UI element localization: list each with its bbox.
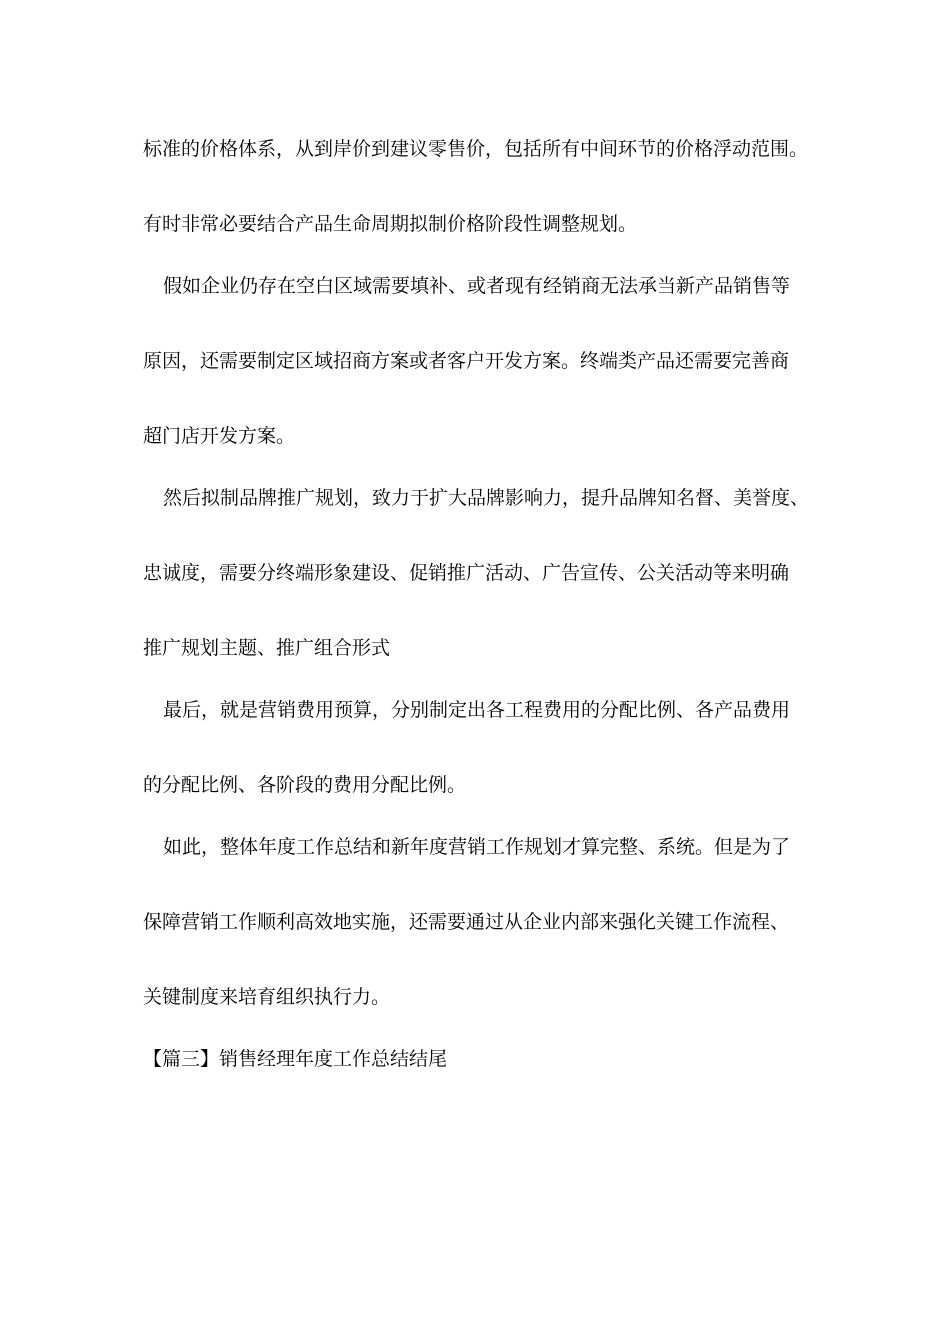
- paragraph-line: 最后，就是营销费用预算，分别制定出各工程费用的分配比例、各产品费用: [163, 699, 791, 721]
- paragraph-line: 标准的价格体系，从到岸价到建议零售价，包括所有中间环节的价格浮动范围。: [143, 138, 809, 160]
- paragraph-line: 超门店开发方案。: [143, 425, 296, 447]
- paragraph-line: 假如企业仍存在空白区域需要填补、或者现有经销商无法承当新产品销售等: [163, 275, 791, 297]
- paragraph-line: 忠诚度，需要分终端形象建设、促销推广活动、广告宣传、公关活动等来明确: [143, 562, 790, 584]
- paragraph-line: 的分配比例、各阶段的费用分配比例。: [143, 774, 467, 796]
- paragraph-line: 原因，还需要制定区域招商方案或者客户开发方案。终端类产品还需要完善商: [143, 350, 790, 372]
- paragraph-line: 有时非常必要结合产品生命周期拟制价格阶段性调整规划。: [143, 213, 638, 235]
- paragraph-line: 如此，整体年度工作总结和新年度营销工作规划才算完整、系统。但是为了: [163, 836, 791, 858]
- paragraph-line: 推广规划主题、推广组合形式: [143, 637, 391, 659]
- paragraph-line: 保障营销工作顺利高效地实施，还需要通过从企业内部来强化关键工作流程、: [143, 911, 790, 933]
- section-heading: 【篇三】销售经理年度工作总结结尾: [143, 1048, 448, 1070]
- paragraph-line: 关键制度来培育组织执行力。: [143, 986, 391, 1008]
- paragraph-line: 然后拟制品牌推广规划，致力于扩大品牌影响力，提升品牌知名督、美誉度、: [163, 487, 810, 509]
